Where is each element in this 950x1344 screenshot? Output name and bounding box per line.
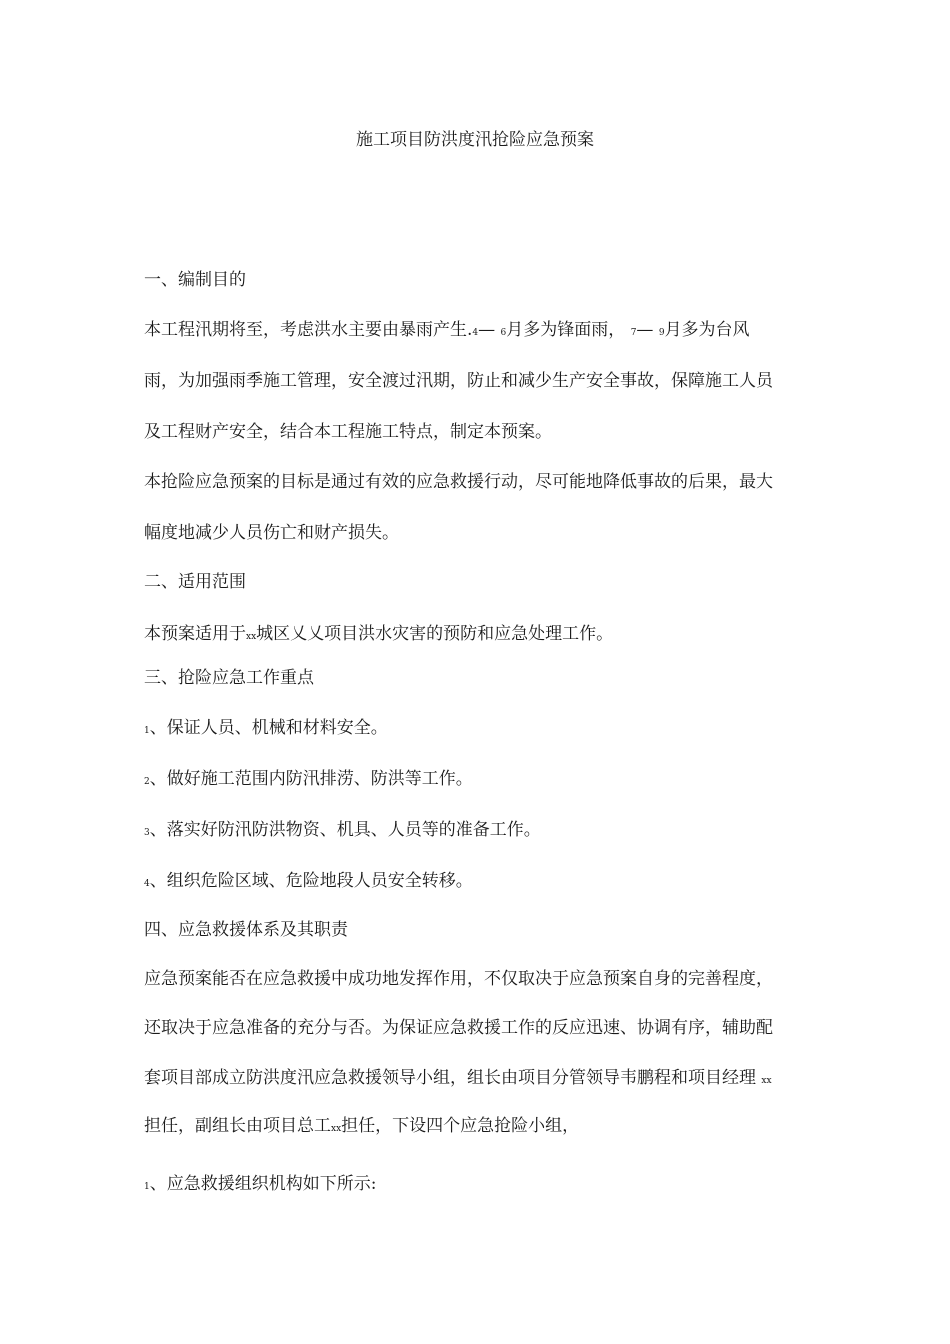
paragraph-line: 还取决于应急准备的充分与否。为保证应急救援工作的反应迅速、协调有序，辅助配	[144, 1018, 773, 1038]
paragraph-line: 担任，副组长由项目总工xx担任，下设四个应急抢险小组，	[144, 1116, 580, 1136]
paragraph-line: 及工程财产安全，结合本工程施工特点，制定本预案。	[144, 422, 552, 442]
list-item: 4、组织危险区域、危险地段人员安全转移。	[144, 871, 473, 891]
section-heading-key-points: 三、抢险应急工作重点	[144, 668, 314, 688]
list-item: 3、落实好防汛防洪物资、机具、人员等的准备工作。	[144, 820, 541, 840]
paragraph-line: 本抢险应急预案的目标是通过有效的应急救援行动，尽可能地降低事故的后果，最大	[144, 472, 773, 492]
paragraph-line: 幅度地减少人员伤亡和财产损失。	[144, 523, 399, 543]
section-heading-purpose: 一、编制目的	[144, 270, 246, 290]
paragraph-line: 雨，为加强雨季施工管理，安全渡过汛期，防止和减少生产安全事故，保障施工人员	[144, 371, 773, 391]
paragraph-line: 套项目部成立防洪度汛应急救援领导小组，组长由项目分管领导韦鹏程和项目经理 xx	[144, 1068, 772, 1088]
section-heading-scope: 二、适用范围	[144, 572, 246, 592]
paragraph-line: 本工程汛期将至，考虑洪水主要由暴雨产生.4— 6月多为锋面雨， 7— 9月多为台风	[144, 320, 750, 340]
paragraph-line: 本预案适用于xx城区乂乂项目洪水灾害的预防和应急处理工作。	[144, 624, 614, 644]
list-item: 1、保证人员、机械和材料安全。	[144, 718, 388, 738]
list-item: 2、做好施工范围内防汛排涝、防洪等工作。	[144, 769, 473, 789]
paragraph-line: 应急预案能否在应急救援中成功地发挥作用，不仅取决于应急预案自身的完善程度，	[144, 969, 773, 989]
document-title: 施工项目防洪度汛抢险应急预案	[356, 130, 594, 150]
section-heading-system: 四、应急救援体系及其职责	[144, 920, 348, 940]
list-item: 1、应急救援组织机构如下所示:	[144, 1174, 377, 1194]
